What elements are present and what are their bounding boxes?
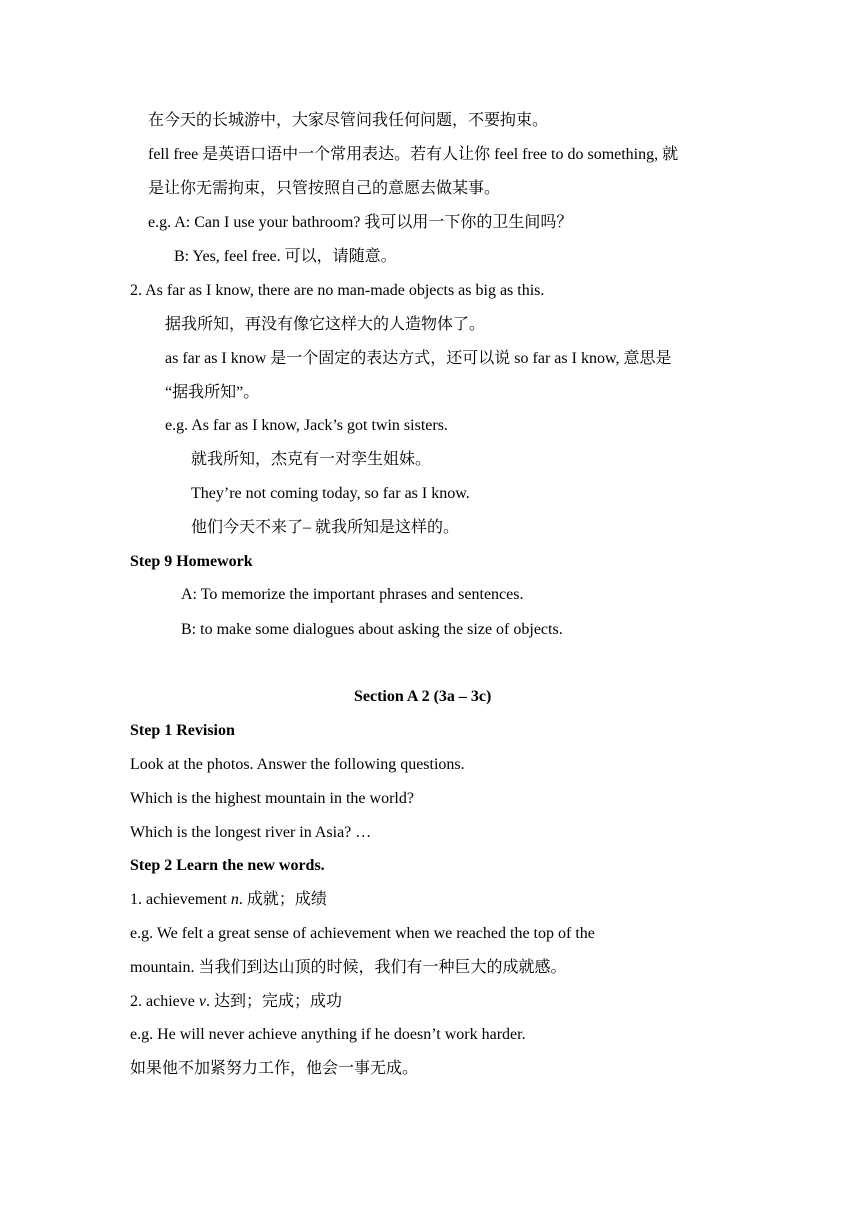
text-line: Look at the photos. Answer the following questions. (130, 756, 465, 773)
vocab-word: 1. achievement (130, 891, 231, 908)
text-line: 在今天的长城游中，大家尽管问我任何问题，不要拘束。 (148, 112, 549, 129)
example-line: 他们今天不来了– 就我所知是这样的。 (191, 519, 460, 536)
step-heading: Step 1 Revision (130, 722, 235, 739)
example-line: They’re not coming today, so far as I know. (191, 485, 470, 502)
step-heading: Step 9 Homework (130, 553, 253, 570)
homework-item: B: to make some dialogues about asking the size of objects. (181, 621, 563, 638)
example-line: e.g. He will never achieve anything if he doesn’t work harder. (130, 1026, 526, 1043)
example-line: 如果他不加紧努力工作，他会一事无成。 (130, 1060, 419, 1077)
vocab-word: 2. achieve (130, 993, 199, 1010)
example-line: e.g. As far as I know, Jack’s got twin sisters. (165, 417, 448, 434)
example-line: B: Yes, feel free. 可以，请随意。 (174, 248, 397, 265)
example-line: e.g. We felt a great sense of achievement when we reached the top of the (130, 925, 595, 942)
vocab-entry (130, 992, 342, 1012)
text-line: Which is the longest river in Asia? … (130, 824, 372, 841)
text-line: fell free 是英语口语中一个常用表达。若有人让你 feel free to do something, 就 (148, 146, 679, 163)
text-line: “据我所知”。 (165, 384, 260, 401)
part-of-speech: v (198, 993, 206, 1010)
section-title: Section A 2 (3a – 3c) (354, 688, 492, 705)
vocab-entry (130, 890, 327, 910)
text-line: 据我所知，再没有像它这样大的人造物体了。 (165, 316, 486, 333)
part-of-speech: n (230, 891, 239, 908)
numbered-item: 2. As far as I know, there are no man-made objects as big as this. (130, 282, 545, 299)
vocab-meaning: . 达到；完成；成功 (205, 993, 342, 1010)
text-line: Which is the highest mountain in the world? (130, 790, 414, 807)
example-line: e.g. A: Can I use your bathroom? 我可以用一下你的卫生间吗？ (148, 214, 573, 231)
example-line: 就我所知，杰克有一对孪生姐妹。 (191, 451, 432, 468)
step-heading: Step 2 Learn the new words. (130, 857, 325, 874)
vocab-meaning: . 成就；成绩 (238, 891, 327, 908)
homework-item: A: To memorize the important phrases and sentences. (181, 586, 524, 603)
text-line: as far as I know 是一个固定的表达方式，还可以说 so far as I know, 意思是 (165, 350, 672, 367)
example-line: mountain. 当我们到达山顶的时候，我们有一种巨大的成就感。 (130, 959, 567, 976)
text-line: 是让你无需拘束，只管按照自己的意愿去做某事。 (148, 180, 501, 197)
